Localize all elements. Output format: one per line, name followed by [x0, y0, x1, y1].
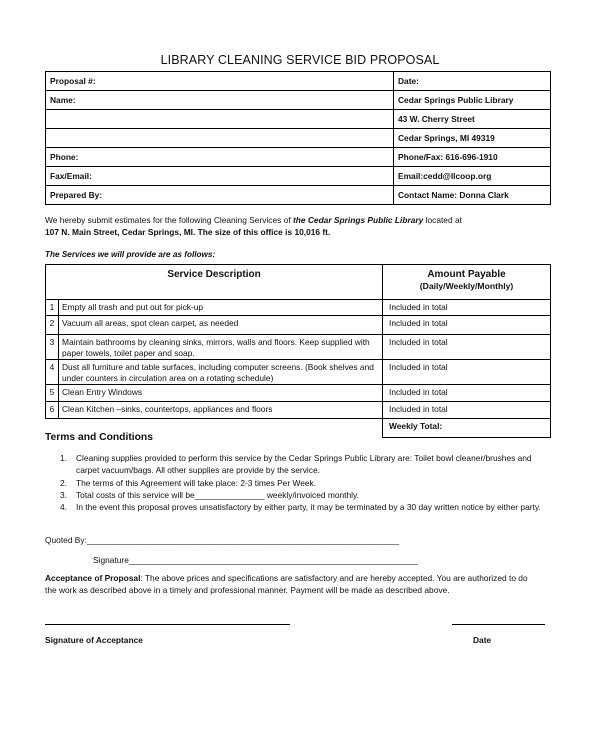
- header-left-cell: Proposal #:: [46, 72, 394, 91]
- header-right-cell: Contact Name: Donna Clark: [394, 186, 551, 205]
- header-row: [46, 186, 551, 205]
- terms-item: [60, 501, 550, 513]
- service-description: Dust all furniture and table surfaces, including computer screens. (Book shelves and under counters in circulation area on a rotating schedule): [59, 360, 383, 385]
- terms-item-number: 3.: [60, 489, 67, 500]
- amount-payable-header: [383, 265, 551, 300]
- weekly-total-cell: Weekly Total:: [383, 419, 551, 438]
- header-left-cell: [46, 129, 394, 148]
- header-right-cell: 43 W. Cherry Street: [394, 110, 551, 129]
- header-left-cell: Phone:: [46, 148, 394, 167]
- terms-item-text: Cleaning supplies provided to perform this service by the Cedar Springs Public Library are: Toilet bowl cleaner/brushes and carpet vacuum/bags. All other supplies are provide by the service.: [76, 453, 532, 476]
- signature-of-acceptance-label: Signature of Acceptance: [45, 635, 143, 645]
- service-number: 1: [46, 300, 59, 316]
- intro-paragraph: [45, 214, 555, 238]
- service-description: Maintain bathrooms by cleaning sinks, mirrors, walls and floors. Keep supplied with paper towels, toilet paper and soap.: [59, 335, 383, 360]
- header-left-cell: [46, 110, 394, 129]
- service-number: 2: [46, 316, 59, 335]
- service-row: [46, 316, 551, 335]
- services-table: [45, 264, 551, 438]
- acceptance-label: Acceptance of Proposal: [45, 573, 141, 583]
- header-left-cell: Name:: [46, 91, 394, 110]
- header-row: [46, 91, 551, 110]
- terms-item: [60, 452, 550, 477]
- service-number: 5: [46, 385, 59, 402]
- header-row: [46, 148, 551, 167]
- service-description-header: Service Description: [46, 265, 383, 300]
- service-description: Empty all trash and put out for pick-up: [59, 300, 383, 316]
- service-description: Clean Entry Windows: [59, 385, 383, 402]
- header-left-cell: Prepared By:: [46, 186, 394, 205]
- service-row: [46, 300, 551, 316]
- service-description: Vacuum all areas, spot clean carpet, as needed: [59, 316, 383, 335]
- service-amount: Included in total: [383, 385, 551, 402]
- service-number: 6: [46, 402, 59, 419]
- terms-item-text: In the event this proposal proves unsatisfactory by either party, it may be terminated by a 30 day written notice by either party.: [76, 502, 541, 513]
- service-amount: Included in total: [383, 402, 551, 419]
- terms-item-number: 2.: [60, 477, 67, 488]
- acceptance-text: : The above prices and specifications are satisfactory and are hereby accepted. You are authorized to do the work as described above in a timely and professional manner. Payment will be made as described above.: [45, 573, 528, 596]
- header-row: [46, 110, 551, 129]
- acceptance-signature-underline: [45, 624, 290, 625]
- header-row: [46, 129, 551, 148]
- service-row: [46, 385, 551, 402]
- amount-payable-subtitle: (Daily/Weekly/Monthly): [419, 281, 514, 291]
- service-row: [46, 335, 551, 360]
- quoted-by-line: Quoted By:___________________________________________________________________: [45, 535, 399, 545]
- terms-item: [60, 489, 550, 501]
- intro-address: 107 N. Main Street, Cedar Springs, MI. The size of this office is 10,016 ft.: [45, 227, 331, 237]
- date-underline: [452, 624, 545, 625]
- intro-library-name: the Cedar Springs Public Library: [292, 215, 424, 225]
- header-right-cell: Phone/Fax: 616-696-1910: [394, 148, 551, 167]
- service-row: [46, 360, 551, 385]
- header-right-cell: Cedar Springs Public Library: [394, 91, 551, 110]
- service-amount: Included in total: [383, 300, 551, 316]
- header-row: [46, 167, 551, 186]
- amount-payable-title: Amount Payable: [427, 269, 506, 280]
- header-row: [46, 72, 551, 91]
- intro-text-end: located at: [423, 215, 462, 225]
- service-number: 4: [46, 360, 59, 385]
- terms-item-number: 1.: [60, 453, 67, 463]
- terms-item-text: Total costs of this service will be_______________ weekly/invoiced monthly.: [76, 489, 359, 500]
- header-right-cell: Email:cedd@llcoop.org: [394, 167, 551, 186]
- terms-list: [60, 452, 550, 513]
- terms-item-text: The terms of this Agreement will take place: 2-3 times Per Week.: [76, 477, 317, 488]
- service-row: [46, 402, 551, 419]
- header-right-cell: Date:: [394, 72, 551, 91]
- date-label: Date: [473, 635, 492, 645]
- header-info-table: [45, 71, 551, 205]
- service-amount: Included in total: [383, 316, 551, 335]
- service-number: 3: [46, 335, 59, 360]
- service-amount: Included in total: [383, 360, 551, 385]
- header-right-cell: Cedar Springs, MI 49319: [394, 129, 551, 148]
- services-label: The Services we will provide are as follows:: [45, 250, 216, 259]
- terms-item-number: 4.: [60, 502, 67, 513]
- header-left-cell: Fax/Email:: [46, 167, 394, 186]
- service-description: Clean Kitchen –sinks, countertops, appliances and floors: [59, 402, 383, 419]
- signature-line: Signature______________________________________________________________: [93, 555, 418, 565]
- terms-item: [60, 477, 550, 489]
- intro-text-start: We hereby submit estimates for the following Cleaning Services of: [45, 215, 293, 225]
- document-title: LIBRARY CLEANING SERVICE BID PROPOSAL: [160, 53, 440, 67]
- terms-heading: Terms and Conditions: [45, 432, 153, 443]
- service-amount: Included in total: [383, 335, 551, 360]
- acceptance-paragraph: [45, 572, 540, 597]
